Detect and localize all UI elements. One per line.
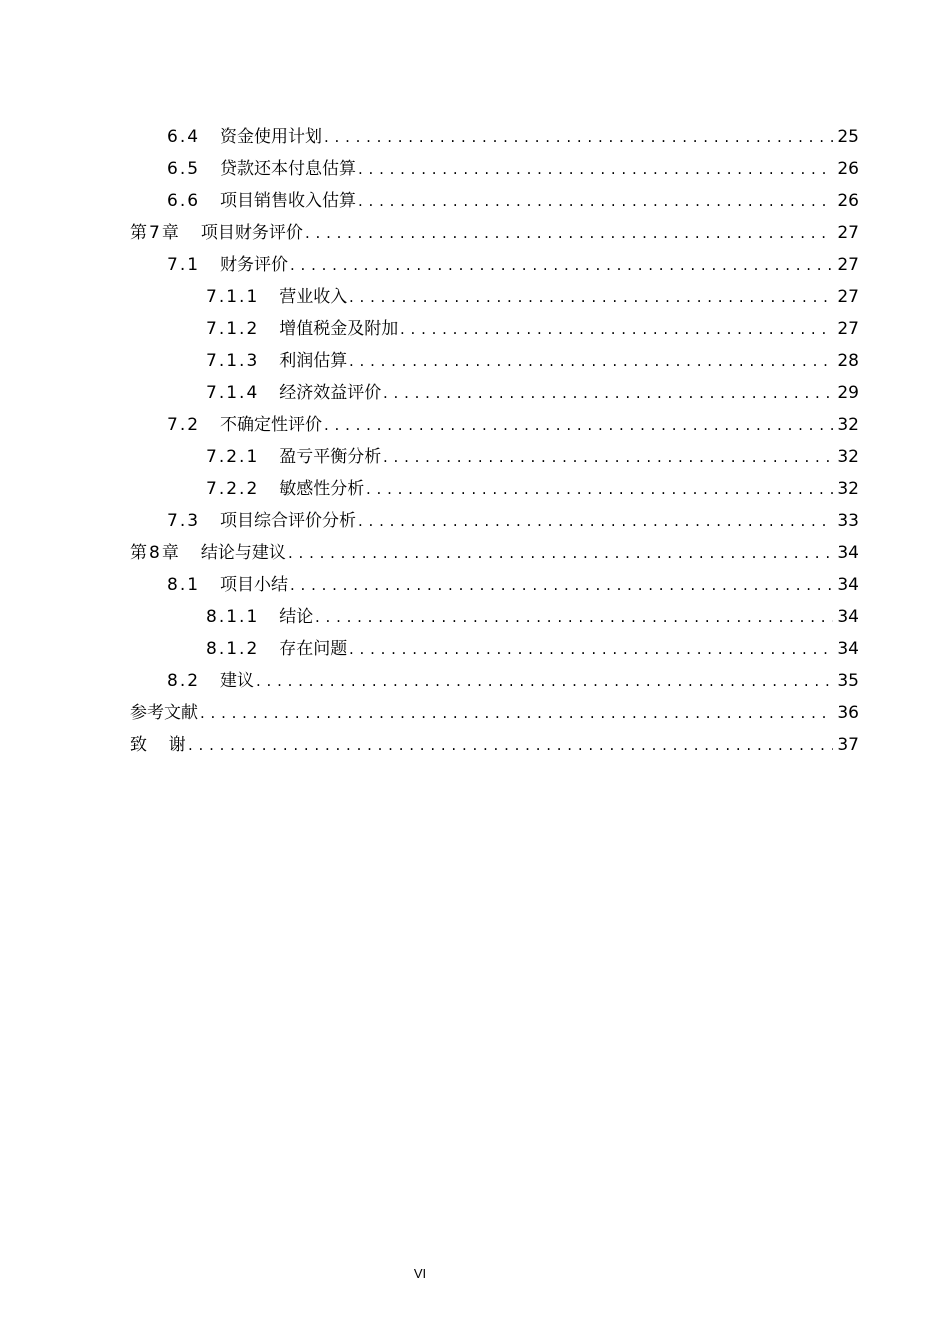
toc-page-number: 34 (835, 533, 859, 563)
toc-title: 参考文献 (130, 703, 198, 723)
toc-dot-leader (188, 725, 833, 755)
toc-dot-leader (290, 245, 833, 275)
toc-number: 7.1 (167, 255, 201, 275)
toc-title: 不确定性评价 (220, 415, 323, 435)
toc-number: 8.2 (167, 671, 201, 691)
toc-title: 财务评价 (220, 255, 289, 275)
toc-dot-leader (200, 693, 833, 723)
toc-row[interactable] (0, 469, 950, 499)
toc-dot-leader (383, 437, 833, 467)
toc-number: 6.4 (167, 127, 201, 147)
toc-dot-leader (358, 181, 833, 211)
toc-number: 6.5 (167, 159, 201, 179)
toc-title: 敏感性分析 (279, 479, 365, 499)
toc-page-number: 27 (835, 213, 859, 243)
toc-title: 资金使用计划 (220, 127, 323, 147)
toc-page-number: 27 (835, 309, 859, 339)
toc-number: 6.6 (167, 191, 201, 211)
toc-number: 8.1.2 (206, 639, 260, 659)
toc-row[interactable] (0, 533, 950, 563)
toc-row[interactable] (0, 565, 950, 595)
toc-title: 项目小结 (220, 575, 289, 595)
toc-row[interactable] (0, 405, 950, 435)
toc-row[interactable] (0, 277, 950, 307)
page-number: VI (413, 1266, 427, 1281)
toc-number: 7.3 (167, 511, 201, 531)
toc-page-number: 34 (835, 629, 859, 659)
toc-title: 贷款还本付息估算 (220, 159, 357, 179)
toc-dot-leader (358, 149, 833, 179)
toc-dot-leader (288, 533, 833, 563)
toc-dot-leader (400, 309, 833, 339)
toc-page-number: 25 (835, 117, 859, 147)
toc-page-number: 26 (835, 149, 859, 179)
toc-title: 存在问题 (279, 639, 348, 659)
toc-dot-leader (305, 213, 833, 243)
toc-row[interactable] (0, 213, 950, 243)
toc-row[interactable] (0, 117, 950, 147)
toc-dot-leader (324, 117, 833, 147)
toc-row[interactable] (0, 661, 950, 691)
toc-row[interactable] (0, 437, 950, 467)
toc-dot-leader (349, 629, 833, 659)
toc-page-number: 27 (835, 245, 859, 275)
toc-number: 7.2 (167, 415, 201, 435)
toc-page-number: 37 (835, 725, 859, 755)
toc-page-number: 26 (835, 181, 859, 211)
toc-title: 项目综合评价分析 (220, 511, 357, 531)
toc-page-number: 33 (835, 501, 859, 531)
toc-row[interactable] (0, 341, 950, 371)
toc-number: 7.2.2 (206, 479, 260, 499)
toc-title: 项目财务评价 (200, 223, 303, 243)
toc-number: 7.1.4 (206, 383, 260, 403)
toc-row[interactable] (0, 245, 950, 275)
toc-title: 结论 (279, 607, 314, 627)
toc-row[interactable] (0, 373, 950, 403)
toc-dot-leader (349, 341, 833, 371)
toc-page-number: 36 (835, 693, 859, 723)
toc-row[interactable] (0, 725, 950, 755)
toc-title: 经济效益评价 (279, 383, 382, 403)
toc-dot-leader (290, 565, 833, 595)
toc-dot-leader (358, 501, 833, 531)
toc-number: 第8章 (130, 543, 181, 563)
toc-page-number: 32 (835, 405, 859, 435)
toc-title: 营业收入 (279, 287, 348, 307)
toc-title: 盈亏平衡分析 (279, 447, 382, 467)
toc-page-number: 29 (835, 373, 859, 403)
toc-number: 8.1.1 (206, 607, 260, 627)
toc-row[interactable] (0, 309, 950, 339)
toc-dot-leader (349, 277, 833, 307)
toc-page-number: 34 (835, 597, 859, 627)
toc-page-number: 28 (835, 341, 859, 371)
toc-number: 7.1.2 (206, 319, 260, 339)
toc-title: 利润估算 (279, 351, 348, 371)
toc-title: 项目销售收入估算 (220, 191, 357, 211)
toc-title: 致 谢 (130, 735, 186, 755)
toc-row[interactable] (0, 629, 950, 659)
toc-number: 第7章 (130, 223, 181, 243)
toc-row[interactable] (0, 149, 950, 179)
toc-row[interactable] (0, 181, 950, 211)
toc-dot-leader (366, 469, 833, 499)
toc-page-number: 27 (835, 277, 859, 307)
toc-number: 7.1.3 (206, 351, 260, 371)
toc-number: 7.2.1 (206, 447, 260, 467)
toc-page-number: 35 (835, 661, 859, 691)
toc-row[interactable] (0, 501, 950, 531)
toc-dot-leader (324, 405, 833, 435)
toc-page-number: 32 (835, 437, 859, 467)
toc-title: 建议 (220, 671, 255, 691)
toc-number: 8.1 (167, 575, 201, 595)
toc-row[interactable] (0, 597, 950, 627)
toc-dot-leader (256, 661, 833, 691)
toc-page-number: 34 (835, 565, 859, 595)
toc-title: 增值税金及附加 (279, 319, 399, 339)
toc-page-number: 32 (835, 469, 859, 499)
toc-number: 7.1.1 (206, 287, 260, 307)
toc-row[interactable] (0, 693, 950, 723)
toc-dot-leader (383, 373, 833, 403)
toc-title: 结论与建议 (200, 543, 286, 563)
toc-dot-leader (315, 597, 833, 627)
